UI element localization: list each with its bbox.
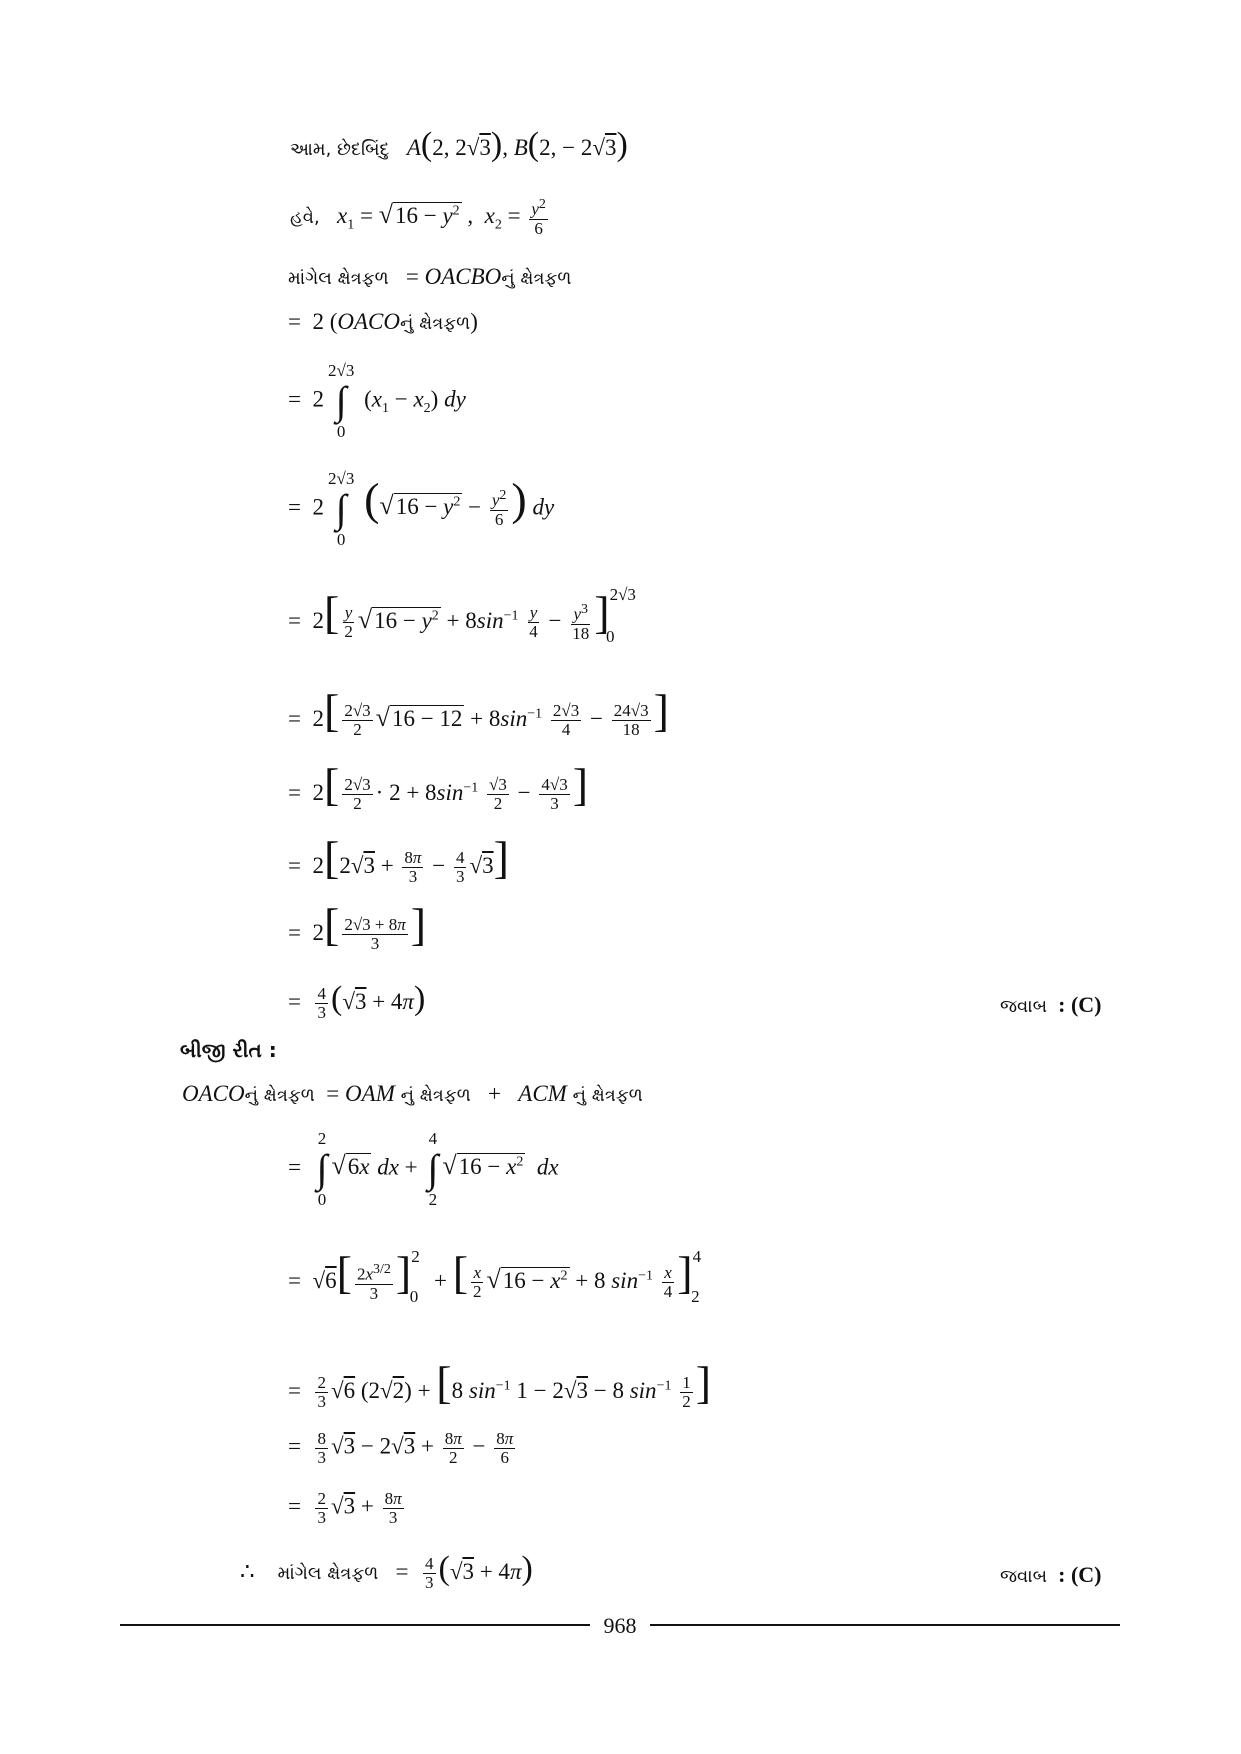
step-twice-area: = 2 (OACOનું ક્ષેત્રફળ) [288,309,478,334]
answer-label: જવાબ [1000,1566,1048,1587]
step-simplify-3: = 2[ $\frac{2√3 + 8\pi}{3}$ ] [288,899,427,954]
answer-1: જવાબ : (C) [1000,992,1102,1017]
required-area-label: માંગેલ ક્ષેત્રફળ [288,268,389,289]
now-label: હવે, [290,206,320,228]
footer-rule-right [650,1624,1120,1626]
footer-rule-left [120,1624,590,1626]
intersection-label: આમ, છેદબિંદુ [290,139,390,160]
step-integral-2: = 2 2√3 ∫ 0 ($√16 - y^2$ − $\frac{y^2}{6}$ ) dy [288,469,555,549]
final-result: ∴ માંગેલ ક્ષેત્રફળ = $\frac{4}{3}$ (√3 + 4π) [240,1550,533,1593]
answer-label: જવાબ [1000,996,1048,1017]
area-suffix: નું ક્ષેત્રફળ [501,268,572,289]
area-suffix: નું ક્ષેત્રફળ [400,313,471,334]
step-result: = $\frac{4}{3}$ (√3 + 4π) [288,980,426,1023]
step-simplify-2: = 2[2√3 + $\frac{8\pi}{3}$ − $\frac{4}{3}$ √3] [288,832,509,887]
alt-integrals: = 2 ∫ 0 √6x dx + 4 ∫ 2 $√16 - x^2$ dx [288,1129,559,1209]
alt-antiderivative: = √6[ $\frac{2x^{3/2}}{3}$ ]$^2_0$ + [ $\frac{x}{2}$ $√16 - x^2 + 8$ $\sin^{-1}$ $\frac{x}{4}$ ]$^4_2$ [288,1247,702,1306]
required-area-line: માંગેલ ક્ષેત્રફળ = OACBOનું ક્ષેત્રફળ [288,264,572,289]
alt-area-split: OACOનું ક્ષેત્રફળ = OAM નું ક્ષેત્રફળ + ACM નું ક્ષેત્રફળ [182,1081,643,1106]
answer-value: (C) [1070,1562,1102,1587]
page-number: 968 [603,1613,637,1638]
step-substitute: = 2[ $\frac{2√3}{2}$ $√16 - 12 + 8\sin^{-1}$ $\frac{2√3}{4}$ − $\frac{24√3}{18}$ ] [288,685,669,740]
step-simplify-1: = 2[ $\frac{2√3}{2}$ · $2 + 8\sin^{-1}$ $\frac{√3}{2}$ − $\frac{4√3}{3}$ ] [288,759,589,814]
step-antiderivative: = 2[ $\frac{y}{2}$ $√16 - y^2 + 8\sin^{-1}$ $\frac{y}{4}$ − $\frac{y^3}{18}$ ]$^{2√3}_0$ [288,585,636,646]
intersection-line: આમ, છેદબિંદુ A(2, 2√3), B(2, − 2√3) [290,126,628,163]
answer-2: જવાબ : (C) [1000,1562,1102,1587]
region-oaco: OACO [337,309,401,334]
alt-method-heading: બીજી રીત : [180,1038,277,1062]
final-label: માંગેલ ક્ષેત્રફળ [277,1563,379,1584]
alt-step-2: = $\frac{8}{3}$ √3 − 2√3 + $\frac{8\pi}{2}$ − $\frac{8\pi}{6}$ [288,1429,514,1467]
alt-step-3: = $\frac{2}{3}$ √3 + $\frac{8\pi}{3}$ [288,1489,402,1527]
step-integral-1: = 2 2√3 ∫ 0 $(x_1 - x_2)$ dy [288,361,466,441]
region-oacbo: OACBO [424,264,502,289]
x-definitions: હવે, $x_1 = √16 - y^2$ , $x_2$ = $\frac{y^2}{6}$ [290,197,546,238]
answer-value: (C) [1070,992,1102,1017]
alt-step-1: = $\frac{2}{3}$ √6 (2√2) + [8 $\sin^{-1} 1 - 2√3 - 8$ $\sin^{-1}$ $\frac{1}{2}$ ] [288,1357,712,1412]
